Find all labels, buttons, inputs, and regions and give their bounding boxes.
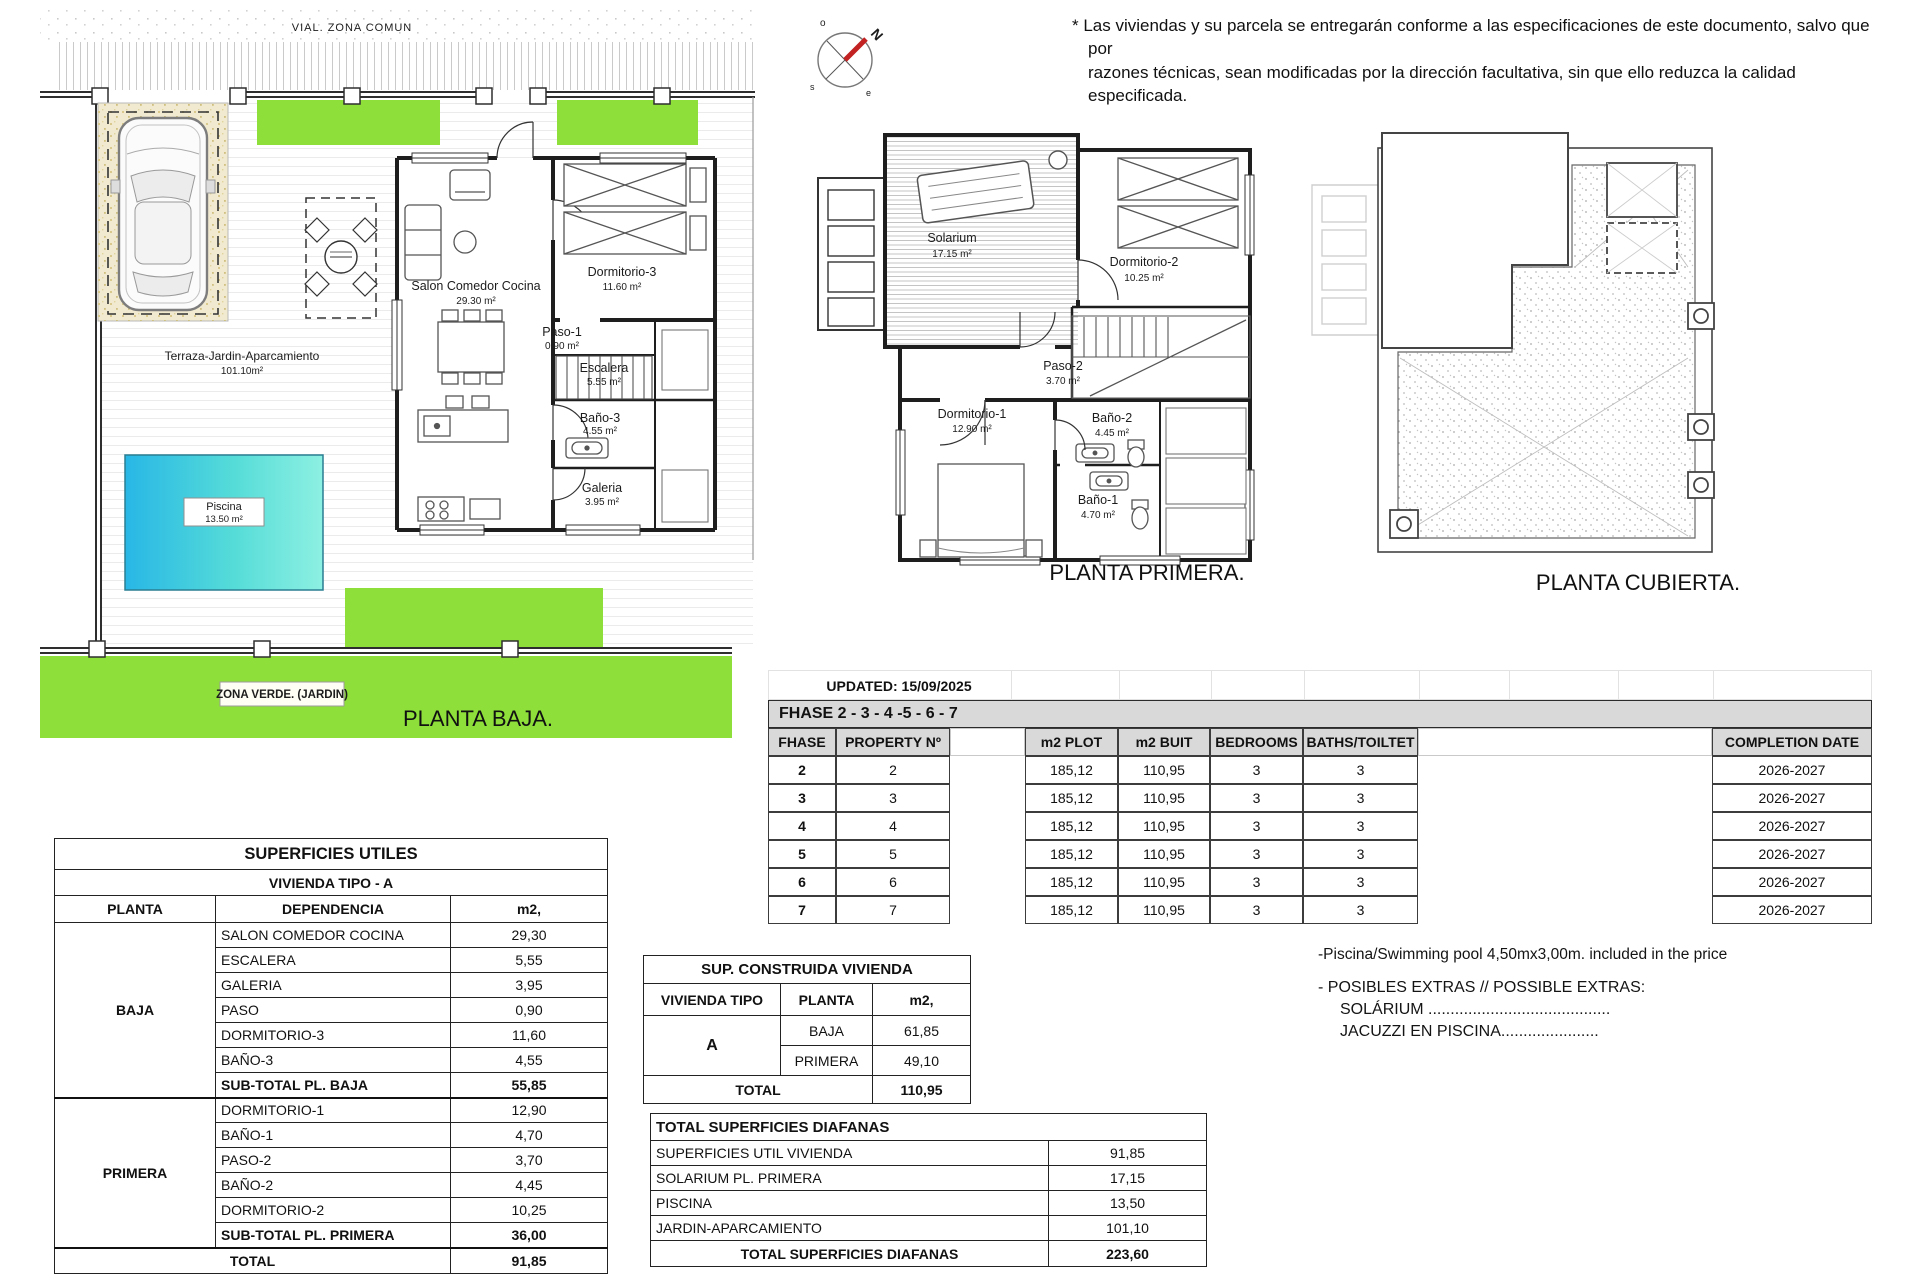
cell-built: 110,95 <box>1118 756 1210 784</box>
compass-o: o <box>820 18 826 29</box>
room-label: Escalera <box>579 361 629 375</box>
diafanas-value: 91,85 <box>1049 1141 1207 1166</box>
cell-bedrooms: 3 <box>1210 896 1303 924</box>
cell-bedrooms: 3 <box>1210 784 1303 812</box>
ghost-pergola <box>1312 185 1380 335</box>
m2-cell: 4,45 <box>451 1173 608 1198</box>
cell-plot: 185,12 <box>1025 756 1118 784</box>
cell-baths: 3 <box>1303 812 1418 840</box>
dependencia-cell: DORMITORIO-3 <box>216 1023 451 1048</box>
col-header: PLANTA <box>781 984 873 1016</box>
cell-completion: 2026-2027 <box>1712 840 1872 868</box>
planta-cubierta-title: PLANTA CUBIERTA. <box>1535 570 1741 595</box>
col-header: PLANTA <box>55 896 216 923</box>
col-header: VIVIENDA TIPO <box>644 984 781 1016</box>
m2-cell: 4,55 <box>451 1048 608 1073</box>
cell-bedrooms: 3 <box>1210 868 1303 896</box>
zona-verde-label: ZONA VERDE. (JARDIN) <box>216 689 348 701</box>
room-area: 4.70 m² <box>1081 510 1115 521</box>
planta-cell: BAJA <box>781 1016 873 1046</box>
extra-jacuzzi: JACUZZI EN PISCINA...................... <box>1340 1023 1599 1040</box>
compass-e: e <box>866 88 872 98</box>
dependencia-cell: PASO-2 <box>216 1148 451 1173</box>
dependencia-cell: BAÑO-2 <box>216 1173 451 1198</box>
cell-fhase: 7 <box>768 896 836 924</box>
cell-baths: 3 <box>1303 756 1418 784</box>
cell-property: 2 <box>836 756 950 784</box>
planta-group-label: PRIMERA <box>55 1098 216 1248</box>
bano2-fixtures <box>1076 440 1144 467</box>
total-label: TOTAL <box>55 1248 451 1274</box>
cell-fhase: 3 <box>768 784 836 812</box>
room-label: Salon Comedor Cocina <box>411 279 541 293</box>
col-header-bedrooms: BEDROOMS <box>1210 728 1303 756</box>
cell-fhase: 2 <box>768 756 836 784</box>
pool-label: Piscina <box>206 501 242 513</box>
planta-primera-title: PLANTA PRIMERA. <box>1049 560 1245 585</box>
col-header: DEPENDENCIA <box>216 896 451 923</box>
cell-property: 5 <box>836 840 950 868</box>
cell-completion: 2026-2027 <box>1712 812 1872 840</box>
m2-cell: 0,90 <box>451 998 608 1023</box>
cell-bedrooms: 3 <box>1210 840 1303 868</box>
total-value: 110,95 <box>873 1076 971 1104</box>
planta-baja-drawing <box>40 0 760 745</box>
room-area: 0.90 m² <box>545 341 579 352</box>
cell-built: 110,95 <box>1118 812 1210 840</box>
cell-completion: 2026-2027 <box>1712 756 1872 784</box>
subtotal-value: 55,85 <box>451 1073 608 1098</box>
col-header-baths: BATHS/TOILTET <box>1303 728 1418 756</box>
cell-property: 3 <box>836 784 950 812</box>
col-header-fhase: FHASE <box>768 728 836 756</box>
room-area: 4.45 m² <box>1095 428 1129 439</box>
diafanas-value: 101,10 <box>1049 1216 1207 1241</box>
dormitorio2-beds <box>1118 158 1238 248</box>
cell-bedrooms: 3 <box>1210 812 1303 840</box>
dependencia-cell: DORMITORIO-2 <box>216 1198 451 1223</box>
dependencia-cell: DORMITORIO-1 <box>216 1098 451 1123</box>
dependencia-cell: ESCALERA <box>216 948 451 973</box>
m2-cell: 11,60 <box>451 1023 608 1048</box>
total-label: TOTAL <box>644 1076 873 1104</box>
cell-plot: 185,12 <box>1025 896 1118 924</box>
col-header-gap <box>1418 728 1712 756</box>
room-area: 10.25 m² <box>1124 273 1164 284</box>
cell-completion: 2026-2027 <box>1712 868 1872 896</box>
cell-fhase: 4 <box>768 812 836 840</box>
cell-plot: 185,12 <box>1025 868 1118 896</box>
diafanas-label: JARDIN-APARCAMIENTO <box>651 1216 1049 1241</box>
room-label: Dormitorio-2 <box>1109 255 1179 269</box>
updated-label: UPDATED: 15/09/2025 <box>826 678 972 694</box>
total-label: TOTAL SUPERFICIES DIAFANAS <box>651 1241 1049 1267</box>
room-area: 29.30 m² <box>456 296 496 307</box>
col-header: m2, <box>451 896 608 923</box>
car-icon <box>111 118 215 310</box>
disclaimer-line1: * Las viviendas y su parcela se entregarán conforme a las especificaciones de este documento, salvo que por <box>1072 16 1870 59</box>
planta-baja-title: PLANTA BAJA. <box>403 706 553 731</box>
disclaimer-text <box>1072 14 1888 108</box>
compass-s: s <box>810 82 815 92</box>
planta-cubierta-drawing <box>1300 100 1770 605</box>
m2-cell: 61,85 <box>873 1016 971 1046</box>
cell-baths: 3 <box>1303 784 1418 812</box>
room-label: Paso-1 <box>542 325 582 339</box>
room-area: 11.60 m² <box>602 282 642 293</box>
dormitorio1-bed <box>920 464 1042 557</box>
col-header-property: PROPERTY Nº <box>836 728 950 756</box>
pool <box>125 455 323 590</box>
table-subtitle: VIVIENDA TIPO - A <box>55 870 608 896</box>
sidewalk-hatch <box>56 42 755 90</box>
room-label: Baño-1 <box>1077 493 1119 507</box>
m2-cell: 10,25 <box>451 1198 608 1223</box>
cell-plot: 185,12 <box>1025 840 1118 868</box>
cell-fhase: 6 <box>768 868 836 896</box>
room-label: Baño-3 <box>579 411 621 425</box>
superficies-utiles-table <box>54 838 607 1274</box>
m2-cell: 4,70 <box>451 1123 608 1148</box>
diafanas-label: SUPERFICIES UTIL VIVIENDA <box>651 1141 1049 1166</box>
street-label: VIAL. ZONA COMUN <box>291 22 413 34</box>
room-area: 3.95 m² <box>585 497 619 508</box>
room-area: 12.90 m² <box>952 424 992 435</box>
subtotal-label: SUB-TOTAL PL. BAJA <box>216 1073 451 1098</box>
planta-primera-drawing <box>805 95 1260 595</box>
m2-cell: 3,70 <box>451 1148 608 1173</box>
extra-solarium: SOLÁRIUM ......................................... <box>1340 1001 1611 1018</box>
m2-cell: 5,55 <box>451 948 608 973</box>
m2-cell: 29,30 <box>451 923 608 948</box>
room-label: Dormitorio-1 <box>937 407 1007 421</box>
terraza-area: 101.10m² <box>220 366 264 377</box>
room-area: 5.55 m² <box>587 377 621 388</box>
cell-built: 110,95 <box>1118 896 1210 924</box>
dependencia-cell: SALON COMEDOR COCINA <box>216 923 451 948</box>
room-area: 17.15 m² <box>932 249 972 260</box>
planta-group-label: BAJA <box>55 923 216 1098</box>
room-area: 3.70 m² <box>1046 376 1080 387</box>
stairs-primera <box>1072 316 1250 398</box>
table-title: TOTAL SUPERFICIES DIAFANAS <box>651 1114 1207 1141</box>
room-label: Dormitorio-3 <box>587 265 657 279</box>
compass-n: N <box>867 25 887 44</box>
subtotal-value: 36,00 <box>451 1223 608 1248</box>
diafanas-table <box>650 1113 1206 1267</box>
zona-verde-tag <box>216 682 348 706</box>
phase-band: FHASE 2 - 3 - 4 -5 - 6 - 7 <box>768 700 1872 728</box>
pool-area: 13.50 m² <box>205 514 243 525</box>
extras-notes <box>1318 946 1878 1041</box>
pergola-bars <box>818 178 885 330</box>
phase-table <box>768 670 1872 926</box>
possible-extras-heading: - POSIBLES EXTRAS // POSSIBLE EXTRAS: <box>1318 979 1646 996</box>
cell-property: 4 <box>836 812 950 840</box>
cell-plot: 185,12 <box>1025 784 1118 812</box>
total-value: 91,85 <box>451 1248 608 1274</box>
dependencia-cell: BAÑO-1 <box>216 1123 451 1148</box>
tipo-cell: A <box>644 1016 781 1076</box>
room-area: 4.55 m² <box>583 426 617 437</box>
col-header-built: m2 BUIT <box>1118 728 1210 756</box>
side-table <box>1049 151 1067 169</box>
bano3-sink <box>566 438 608 458</box>
col-header-completion: COMPLETION DATE <box>1712 728 1872 756</box>
terraza-label: Terraza-Jardin-Aparcamiento <box>164 349 320 363</box>
m2-cell: 12,90 <box>451 1098 608 1123</box>
disclaimer-line2: razones técnicas, sean modificadas por la dirección facultativa, sin que ello reduzca la calidad especificada. <box>1088 62 1796 106</box>
room-label: Baño-2 <box>1091 411 1133 425</box>
cell-plot: 185,12 <box>1025 812 1118 840</box>
closets-primera <box>1166 408 1246 554</box>
room-label: Solarium <box>927 231 977 245</box>
room-label: Paso-2 <box>1043 359 1083 373</box>
updated-row <box>768 670 1872 700</box>
cell-fhase: 5 <box>768 840 836 868</box>
col-header: m2, <box>873 984 971 1016</box>
cell-built: 110,95 <box>1118 840 1210 868</box>
dependencia-cell: GALERIA <box>216 973 451 998</box>
diafanas-value: 13,50 <box>1049 1191 1207 1216</box>
m2-cell: 3,95 <box>451 973 608 998</box>
cell-property: 7 <box>836 896 950 924</box>
cell-built: 110,95 <box>1118 784 1210 812</box>
diafanas-value: 17,15 <box>1049 1166 1207 1191</box>
cell-baths: 3 <box>1303 868 1418 896</box>
compass-icon <box>800 12 892 104</box>
cell-bedrooms: 3 <box>1210 756 1303 784</box>
sup-construida-table <box>643 955 970 1103</box>
dependencia-cell: PASO <box>216 998 451 1023</box>
cell-completion: 2026-2027 <box>1712 784 1872 812</box>
m2-cell: 49,10 <box>873 1046 971 1076</box>
table-title: SUPERFICIES UTILES <box>55 839 608 870</box>
cell-baths: 3 <box>1303 840 1418 868</box>
cell-baths: 3 <box>1303 896 1418 924</box>
pool-included-note: -Piscina/Swimming pool 4,50mx3,00m. included in the price <box>1318 946 1728 963</box>
dependencia-cell: BAÑO-3 <box>216 1048 451 1073</box>
subtotal-label: SUB-TOTAL PL. PRIMERA <box>216 1223 451 1248</box>
total-value: 223,60 <box>1049 1241 1207 1267</box>
room-label: Galeria <box>581 481 623 495</box>
diafanas-label: SOLARIUM PL. PRIMERA <box>651 1166 1049 1191</box>
cell-completion: 2026-2027 <box>1712 896 1872 924</box>
col-header-gap <box>950 728 1025 756</box>
cell-property: 6 <box>836 868 950 896</box>
diafanas-label: PISCINA <box>651 1191 1049 1216</box>
table-title: SUP. CONSTRUIDA VIVIENDA <box>644 956 971 984</box>
planta-cell: PRIMERA <box>781 1046 873 1076</box>
cell-built: 110,95 <box>1118 868 1210 896</box>
col-header-plot: m2 PLOT <box>1025 728 1118 756</box>
